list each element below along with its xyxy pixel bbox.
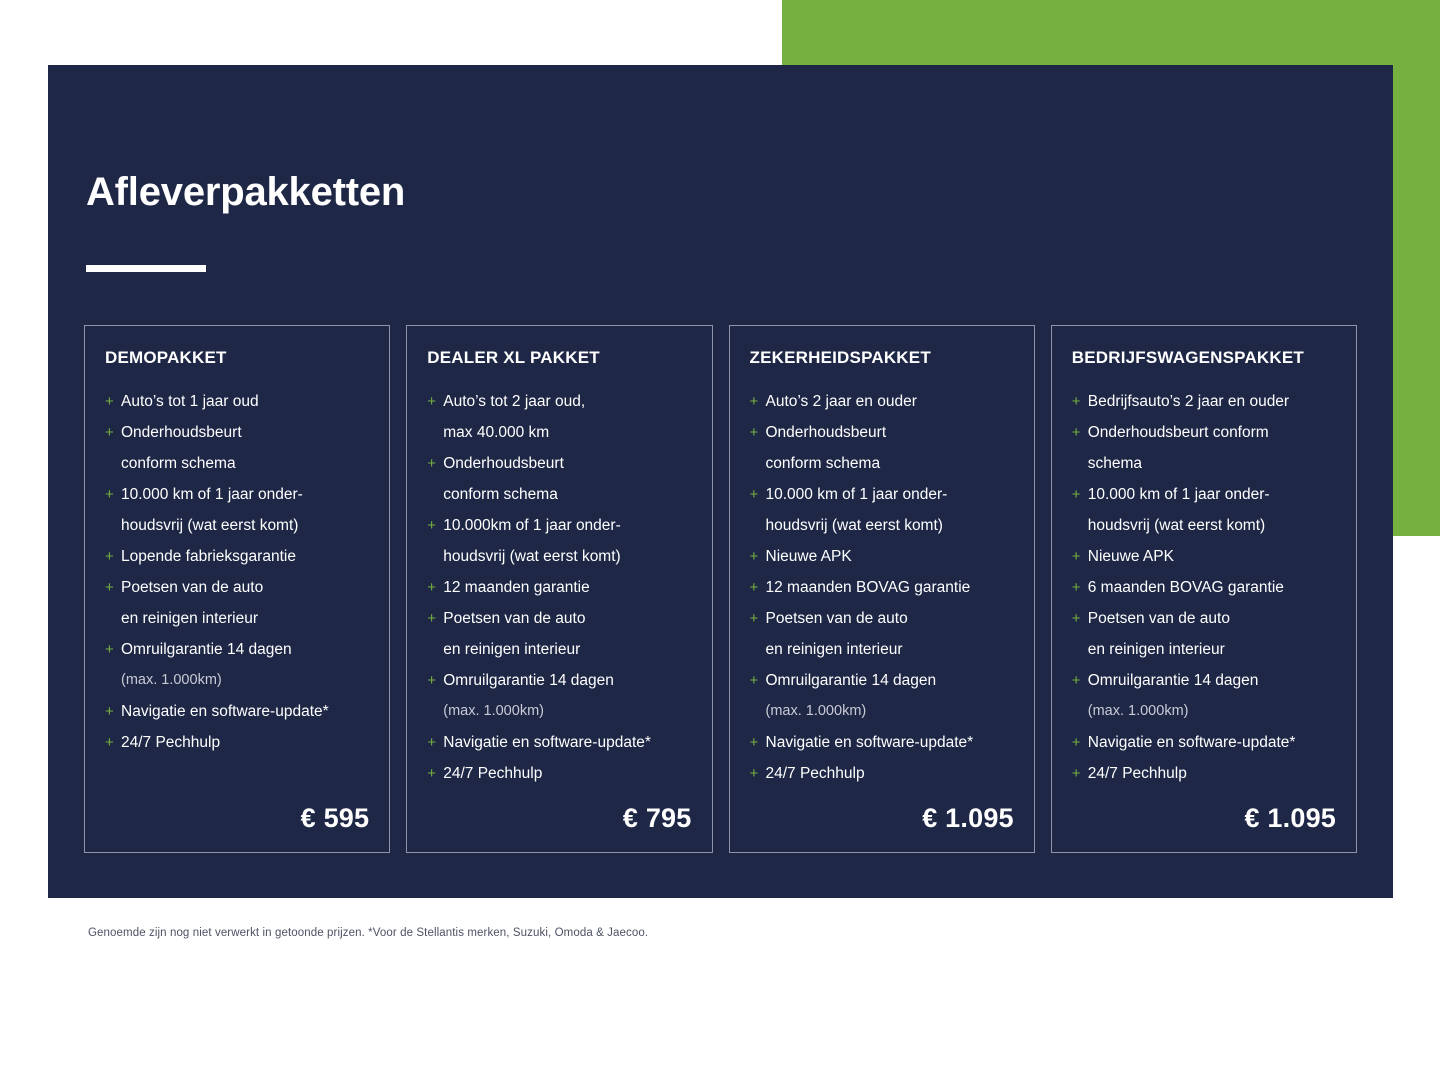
packages-panel [48,65,1393,898]
package-title: ZEKERHEIDSPAKKET [749,348,931,367]
feature-item [1072,634,1336,665]
package-title: BEDRIJFSWAGENSPAKKET [1071,348,1305,367]
plus-icon: + [427,610,437,627]
feature-item [105,541,369,572]
feature-item [750,541,1014,572]
plus-icon: + [427,517,437,534]
feature-label: 24/7 Pechhulp [1087,765,1187,782]
feature-label: 10.000km of 1 jaar onder- [443,517,621,534]
plus-icon: + [105,579,114,596]
plus-icon: + [749,486,759,503]
feature-item [105,572,369,603]
feature-label: Navigatie en software-update* [121,703,329,720]
feature-label: 10.000 km of 1 jaar onder- [1087,486,1270,503]
footnote-text: Genoemde zijn nog niet verwerkt in getoonde prijzen. *Voor de Stellantis merken, Suzuki, Omoda & Jaecoo. [88,927,649,939]
plus-icon: + [427,579,437,596]
feature-item [105,448,369,479]
package-title: DEALER XL PAKKET [427,348,600,367]
feature-label: houdsvrij (wat eerst komt) [765,517,943,534]
feature-item [1072,448,1336,479]
feature-label: Auto’s tot 1 jaar oud [121,393,259,410]
plus-icon: + [1071,424,1081,441]
feature-item [1072,758,1336,789]
feature-label: Onderhoudsbeurt [443,455,564,472]
feature-list [105,386,369,789]
feature-item [750,758,1014,789]
package-price: € 795 [622,803,692,833]
feature-label: Navigatie en software-update* [1087,734,1296,751]
feature-item [105,665,369,696]
plus-icon: + [427,734,437,751]
feature-label: (max. 1.000km) [1087,703,1189,719]
feature-label: Onderhoudsbeurt [121,424,242,441]
feature-label: (max. 1.000km) [121,672,222,688]
feature-item [750,386,1014,417]
feature-item [105,634,369,665]
feature-item [1072,603,1336,634]
plus-icon: + [749,765,759,782]
plus-icon: + [1071,734,1081,751]
plus-icon: + [749,579,759,596]
feature-item [750,727,1014,758]
feature-item [427,665,691,696]
feature-label: Auto’s 2 jaar en ouder [765,393,917,410]
feature-item [750,479,1014,510]
feature-list [1072,386,1336,789]
plus-icon: + [1071,548,1081,565]
plus-icon: + [105,734,114,751]
feature-label: Onderhoudsbeurt [765,424,887,441]
plus-icon: + [427,393,437,410]
feature-item [427,758,691,789]
feature-label: 6 maanden BOVAG garantie [1087,579,1284,596]
package-card [1051,325,1357,853]
plus-icon: + [749,672,759,689]
plus-icon: + [105,703,114,720]
feature-label: conform schema [121,455,236,472]
plus-icon: + [427,765,437,782]
package-card [84,325,390,853]
feature-label: Lopende fabrieksgarantie [121,548,296,565]
plus-icon: + [105,424,114,441]
feature-item [1072,572,1336,603]
feature-label: Poetsen van de auto [765,610,908,627]
feature-item [427,603,691,634]
feature-item [1072,696,1336,727]
plus-icon: + [427,672,437,689]
feature-label: Auto’s tot 2 jaar oud, [443,393,586,410]
feature-label: conform schema [765,455,881,472]
feature-label: houdsvrij (wat eerst komt) [443,548,621,565]
feature-label: houdsvrij (wat eerst komt) [121,517,299,534]
feature-label: en reinigen interieur [443,641,581,658]
feature-label: Bedrijfsauto’s 2 jaar en ouder [1087,393,1290,410]
feature-label: en reinigen interieur [121,610,259,627]
feature-label: Poetsen van de auto [443,610,586,627]
feature-list [427,386,691,789]
feature-item [427,479,691,510]
feature-label: en reinigen interieur [765,641,903,658]
feature-item [1072,727,1336,758]
feature-item [105,386,369,417]
plus-icon: + [1071,486,1081,503]
feature-item [750,603,1014,634]
feature-item [1072,479,1336,510]
plus-icon: + [105,641,114,658]
plus-icon: + [749,548,759,565]
feature-item [750,572,1014,603]
plus-icon: + [1071,579,1081,596]
feature-label: Nieuwe APK [765,548,852,565]
page-title: Afleverpakketten [86,170,406,214]
feature-label: 12 maanden BOVAG garantie [765,579,971,596]
feature-item [105,510,369,541]
feature-label: 24/7 Pechhulp [765,765,865,782]
plus-icon: + [749,424,759,441]
feature-item [750,696,1014,727]
plus-icon: + [105,486,114,503]
feature-label: schema [1087,455,1143,472]
feature-label: 10.000 km of 1 jaar onder- [121,486,303,503]
feature-item [750,510,1014,541]
feature-label: Omruilgarantie 14 dagen [121,641,292,658]
feature-list [750,386,1014,789]
feature-item [427,727,691,758]
feature-item [105,727,369,758]
package-price: € 1.095 [1244,803,1336,833]
package-card [729,325,1035,853]
feature-item [427,572,691,603]
feature-label: max 40.000 km [443,424,550,441]
package-price: € 1.095 [922,803,1014,833]
feature-label: Navigatie en software-update* [765,734,974,751]
feature-label: Nieuwe APK [1087,548,1174,565]
package-cards-container [84,325,1357,853]
feature-item [105,417,369,448]
plus-icon: + [105,548,114,565]
plus-icon: + [749,393,759,410]
feature-label: (max. 1.000km) [765,703,867,719]
feature-item [1072,665,1336,696]
plus-icon: + [1071,765,1081,782]
feature-label: 24/7 Pechhulp [121,734,221,751]
feature-item [105,696,369,727]
feature-item [427,417,691,448]
package-price: € 595 [300,803,370,833]
feature-item [427,696,691,727]
plus-icon: + [1071,672,1081,689]
feature-label: Navigatie en software-update* [443,734,651,751]
plus-icon: + [1071,393,1081,410]
feature-item [1072,510,1336,541]
feature-item [427,541,691,572]
feature-item [750,634,1014,665]
feature-item [1072,386,1336,417]
package-card [406,325,712,853]
feature-label: 10.000 km of 1 jaar onder- [765,486,948,503]
plus-icon: + [749,734,759,751]
title-underline-rule [86,265,206,272]
feature-label: (max. 1.000km) [443,703,544,719]
plus-icon: + [427,455,437,472]
feature-label: en reinigen interieur [1087,641,1225,658]
feature-item [1072,417,1336,448]
feature-item [105,603,369,634]
feature-label: houdsvrij (wat eerst komt) [1087,517,1266,534]
feature-item [427,510,691,541]
plus-icon: + [749,610,759,627]
feature-label: Poetsen van de auto [1087,610,1230,627]
plus-icon: + [105,393,114,410]
feature-label: 12 maanden garantie [443,579,590,596]
feature-label: Poetsen van de auto [121,579,264,596]
feature-label: Omruilgarantie 14 dagen [765,672,937,689]
feature-label: Onderhoudsbeurt conform [1087,424,1269,441]
feature-item [750,417,1014,448]
feature-label: conform schema [443,486,558,503]
feature-item [427,634,691,665]
plus-icon: + [1071,610,1081,627]
feature-item [427,448,691,479]
package-title: DEMOPAKKET [105,348,227,367]
feature-label: Omruilgarantie 14 dagen [1087,672,1259,689]
feature-item [1072,541,1336,572]
feature-item [105,479,369,510]
feature-item [427,386,691,417]
feature-label: 24/7 Pechhulp [443,765,543,782]
feature-label: Omruilgarantie 14 dagen [443,672,614,689]
feature-item [750,448,1014,479]
feature-item [750,665,1014,696]
